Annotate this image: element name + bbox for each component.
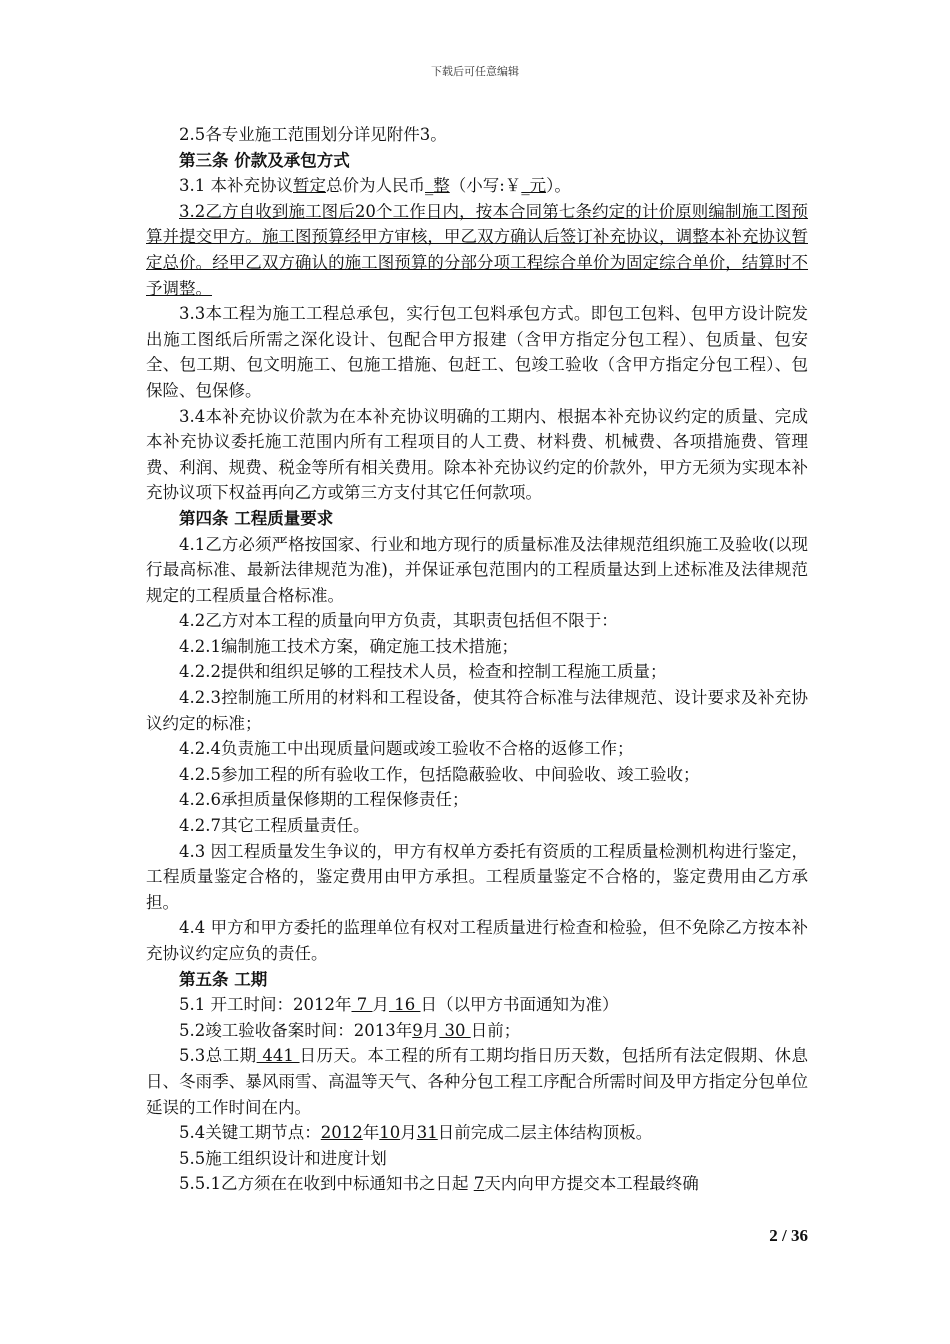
clause-5-5: 5.5施工组织设计和进度计划 xyxy=(179,1148,387,1168)
clause-4-2-5: 4.2.5参加工程的所有验收工作，包括隐蔽验收、中间验收、竣工验收； xyxy=(179,764,700,784)
clause-4-2-6: 4.2.6承担质量保修期的工程保修责任； xyxy=(179,790,469,810)
clause-3-2: 3.2乙方自收到施工图后20个工作日内，按本合同第七条约定的计价原则编制施工图预算并提交甲方。施工图预算经甲方审核，甲乙双方确认后签订补充协议，调整本补充协议暂定总价。经甲乙双方确认的施工图预算的分部分项工程综合单价为固定综合单价，结算时不予调整。 xyxy=(146,201,808,298)
clause-2-5: 2.5各专业施工范围划分详见附件3。 xyxy=(179,125,447,144)
page-number: 2 / 36 xyxy=(769,1226,808,1245)
clause-4-1: 4.1乙方必须严格按国家、行业和地方现行的质量标准及法律规范组织施工及验收(以现行最高标准、最新法律规范为准)，并保证承包范围内的工程质量达到上述标准及法律规范规定的工程质量合格标准。 xyxy=(146,534,808,605)
clause-5-4: 5.4关键工期节点：2012年10月31日前完成二层主体结构顶板。 xyxy=(179,1123,653,1143)
clause-4-2-7: 4.2.7其它工程质量责任。 xyxy=(179,816,370,836)
clause-4-2-4: 4.2.4负责施工中出现质量问题或竣工验收不合格的返修工作； xyxy=(179,739,634,759)
clause-4-2-1: 4.2.1编制施工技术方案，确定施工技术措施； xyxy=(179,636,518,656)
clause-3-1: 3.1 本补充协议暂定总价为人民币_整（小写:￥_元）。 xyxy=(179,176,571,196)
clause-3-4: 3.4本补充协议价款为在本补充协议明确的工期内、根据本补充协议约定的质量、完成本补充协议委托施工范围内所有工程项目的人工费、材料费、机械费、各项措施费、管理费、利润、规费、税金等所有相关费用。除本补充协议约定的价款外，甲方无须为实现本补充协议项下权益再向乙方或第三方支付其它任何款项。 xyxy=(146,406,808,503)
clause-4-2-2: 4.2.2提供和组织足够的工程技术人员，检查和控制工程施工质量； xyxy=(179,662,667,682)
clause-5-2: 5.2竣工验收备案时间：2013年9月 30 日前； xyxy=(179,1020,521,1040)
page-header: 下载后可任意编辑 xyxy=(431,65,519,78)
clause-4-2: 4.2乙方对本工程的质量向甲方负责，其职责包括但不限于： xyxy=(179,611,618,631)
document-body xyxy=(146,122,808,1197)
clause-5-1: 5.1 开工时间：2012年 7 月 16 日（以甲方书面通知为准） xyxy=(179,995,619,1015)
article-4-heading: 第四条 工程质量要求 xyxy=(179,508,334,528)
clause-3-3: 3.3本工程为施工工程总承包，实行包工包料承包方式。即包工包料、包甲方设计院发出施工图纸后所需之深化设计、包配合甲方报建（含甲方指定分包工程）、包质量、包安全、包工期、包文明施工、包施工措施、包赶工、包竣工验收（含甲方指定分包工程）、包保险、包保修。 xyxy=(146,304,808,400)
clause-5-5-1: 5.5.1乙方须在在收到中标通知书之日起 7天内向甲方提交本工程最终确 xyxy=(179,1174,699,1194)
clause-4-3: 4.3 因工程质量发生争议的，甲方有权单方委托有资质的工程质量检测机构进行鉴定，工程质量鉴定合格的，鉴定费用由甲方承担。工程质量鉴定不合格的，鉴定费用由乙方承担。 xyxy=(146,841,808,912)
clause-4-2-3: 4.2.3控制施工所用的材料和工程设备，使其符合标准与法律规范、设计要求及补充协议约定的标准； xyxy=(146,688,808,733)
clause-4-4: 4.4 甲方和甲方委托的监理单位有权对工程质量进行检查和检验，但不免除乙方按本补充协议约定应负的责任。 xyxy=(146,918,808,963)
article-3-heading: 第三条 价款及承包方式 xyxy=(179,150,350,170)
clause-5-3: 5.3总工期 441 日历天。本工程的所有工期均指日历天数，包括所有法定假期、休息日、冬雨季、暴风雨雪、高温等天气、各种分包工程工序配合所需时间及甲方指定分包单位延误的工作时间在内。 xyxy=(146,1046,809,1117)
article-5-heading: 第五条 工期 xyxy=(179,969,268,989)
